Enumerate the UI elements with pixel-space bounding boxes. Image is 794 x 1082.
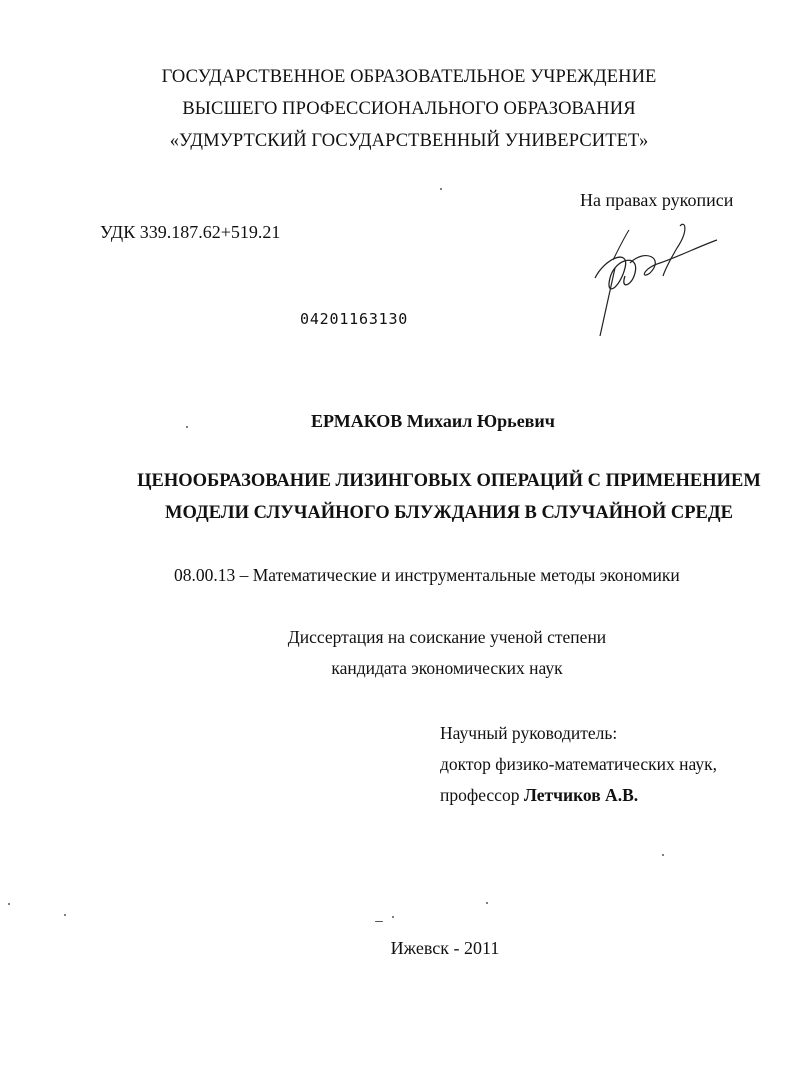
scan-speck [486, 902, 488, 904]
advisor-title: профессор [440, 785, 520, 805]
udk-code: УДК 339.187.62+519.21 [100, 222, 281, 242]
advisor-line [440, 785, 638, 806]
scan-speck [440, 188, 442, 190]
advisor-degree: доктор физико-математических наук, [440, 754, 717, 774]
title-line-2: МОДЕЛИ СЛУЧАЙНОГО БЛУЖДАНИЯ В СЛУЧАЙНОЙ СРЕДЕ [165, 503, 733, 523]
specialty-code: 08.00.13 – Математические и инструментальные методы экономики [174, 565, 680, 585]
degree-line-1: Диссертация на соискание ученой степени [287, 627, 607, 647]
author-name: ЕРМАКОВ Михаил Юрьевич [311, 411, 555, 431]
signature-icon [585, 218, 725, 338]
scan-speck [64, 914, 66, 916]
place-year: Ижевск - 2011 [390, 938, 500, 958]
scan-speck [662, 854, 664, 856]
scan-speck [186, 426, 188, 428]
scan-speck [8, 903, 10, 905]
scan-speck [392, 916, 394, 918]
advisor-label: Научный руководитель: [440, 723, 618, 743]
institution-line-3: «УДМУРТСКИЙ ГОСУДАРСТВЕННЫЙ УНИВЕРСИТЕТ» [169, 131, 649, 151]
signature [585, 218, 725, 343]
scan-speck [375, 921, 383, 922]
degree-line-2: кандидата экономических наук [331, 658, 563, 678]
document-number: 04201163130 [300, 310, 409, 328]
title-line-1: ЦЕНООБРАЗОВАНИЕ ЛИЗИНГОВЫХ ОПЕРАЦИЙ С ПРИМЕНЕНИЕМ [137, 471, 761, 491]
institution-line-2: ВЫСШЕГО ПРОФЕССИОНАЛЬНОГО ОБРАЗОВАНИЯ [182, 99, 636, 119]
manuscript-rights-note: На правах рукописи [580, 190, 734, 210]
institution-line-1: ГОСУДАРСТВЕННОЕ ОБРАЗОВАТЕЛЬНОЕ УЧРЕЖДЕНИЕ [161, 67, 657, 87]
advisor-name: Летчиков А.В. [523, 785, 639, 805]
